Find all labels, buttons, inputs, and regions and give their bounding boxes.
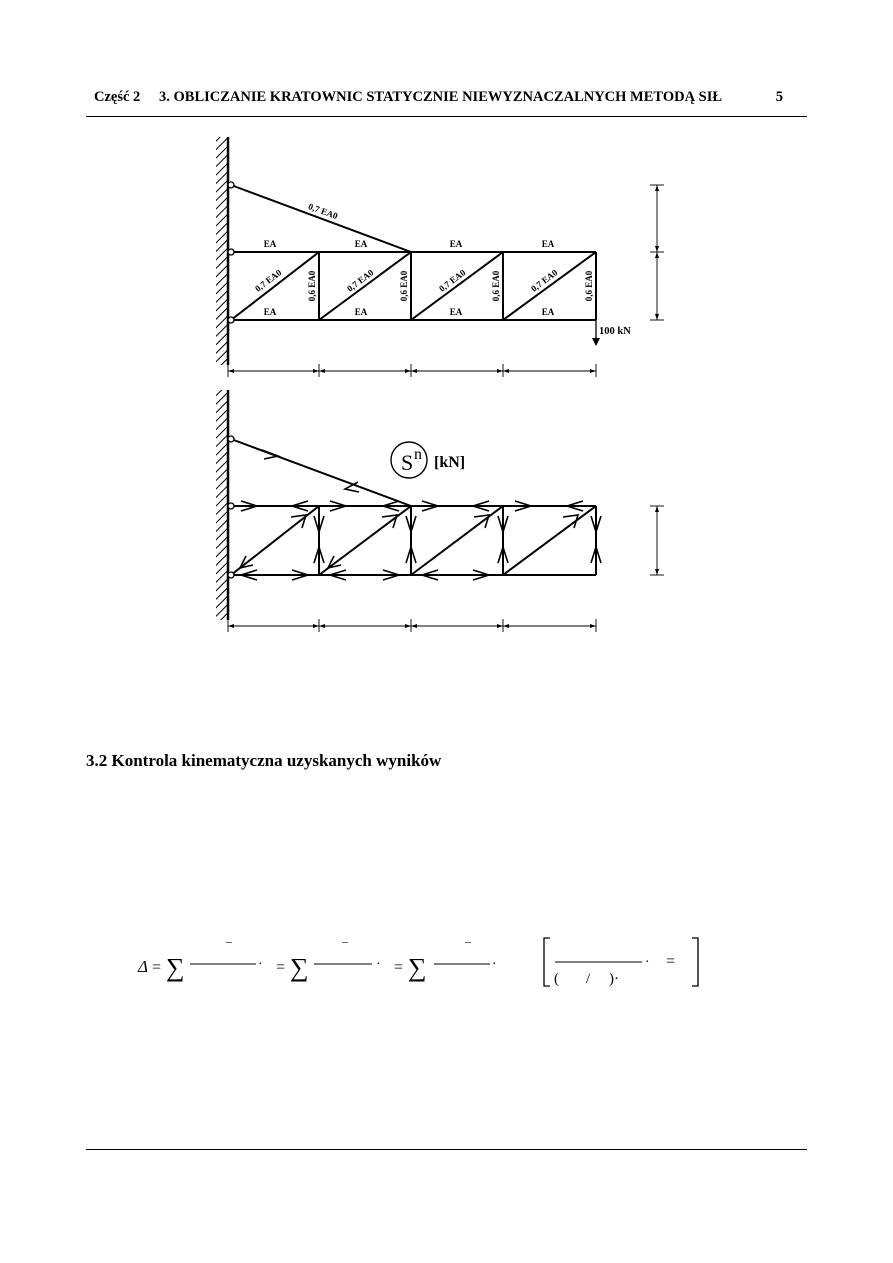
svg-text:–: – [342,934,348,948]
svg-text:–: – [226,934,232,948]
force-arrow-icons [240,450,601,580]
lower-chord-label-2: EA [354,307,368,317]
hinge-icon [228,503,234,509]
figure-1-truss [216,137,664,377]
header-title: 3. OBLICZANIE KRATOWNIC STATYCZNIE NIEWYZNACZALNYCH METODĄ SIŁ [159,89,723,105]
diagonal-label-2: 0,7 EA0 [345,267,376,294]
svg-text:=: = [394,959,404,976]
upper-chord-label-3: EA [449,239,463,249]
figure-2-forces [216,390,664,632]
lower-chord-label-3: EA [449,307,463,317]
vertical-label-4: 0,6 EA0 [584,270,594,302]
wall-support-2 [216,390,228,620]
upper-chord-label-2: EA [354,239,368,249]
svg-text:=: = [152,959,162,976]
formula-delta: Δ [138,957,148,976]
force-superscript: n [414,446,422,463]
load-arrow-icon [592,338,600,346]
force-unit: [kN] [434,454,466,471]
vertical-label-2: 0,6 EA0 [399,270,409,302]
wall-support-1 [216,137,228,365]
svg-text:·: · [645,955,650,970]
svg-text:=: = [666,953,676,970]
formula [137,934,698,987]
footer-rule [86,1149,807,1150]
hinge-icon [228,436,234,442]
bracket-right [692,938,698,986]
svg-text:·: · [492,957,497,972]
header-part: Część 2 [94,89,141,105]
diagonal-label-1: 0,7 EA0 [253,267,284,294]
upper-chord-label-4: EA [541,239,555,249]
lower-chord-label-4: EA [541,307,555,317]
formula-sum-1: ∑ [166,953,185,982]
tie-member [231,185,411,252]
svg-text:=: = [276,959,286,976]
upper-chord-label-1: EA [263,239,277,249]
load-label: 100 kN [599,326,631,337]
page-number: 5 [775,89,783,105]
formula-sum-3: ∑ [408,953,427,982]
tie-label: 0,7 EA0 [306,201,340,222]
svg-text:(: ( [554,971,559,987]
formula-sum-2: ∑ [290,953,309,982]
lower-chord-label-1: EA [263,307,277,317]
vertical-label-1: 0,6 EA0 [307,270,317,302]
svg-text:–: – [465,934,471,948]
force-symbol: S [401,450,414,475]
hinge-icon [228,249,234,255]
svg-text:/: / [586,971,591,987]
hinge-icon [228,182,234,188]
svg-text:)·: )· [609,971,619,987]
diagonal-label-4: 0,7 EA0 [529,267,560,294]
bracket-left [544,938,550,986]
hinge-icon [228,572,234,578]
hinge-icon [228,317,234,323]
svg-text:·: · [258,957,263,972]
vertical-label-3: 0,6 EA0 [491,270,501,302]
diagonal-label-3: 0,7 EA0 [437,267,468,294]
svg-text:·: · [376,957,381,972]
section-heading: 3.2 Kontrola kinematyczna uzyskanych wyników [86,751,442,770]
